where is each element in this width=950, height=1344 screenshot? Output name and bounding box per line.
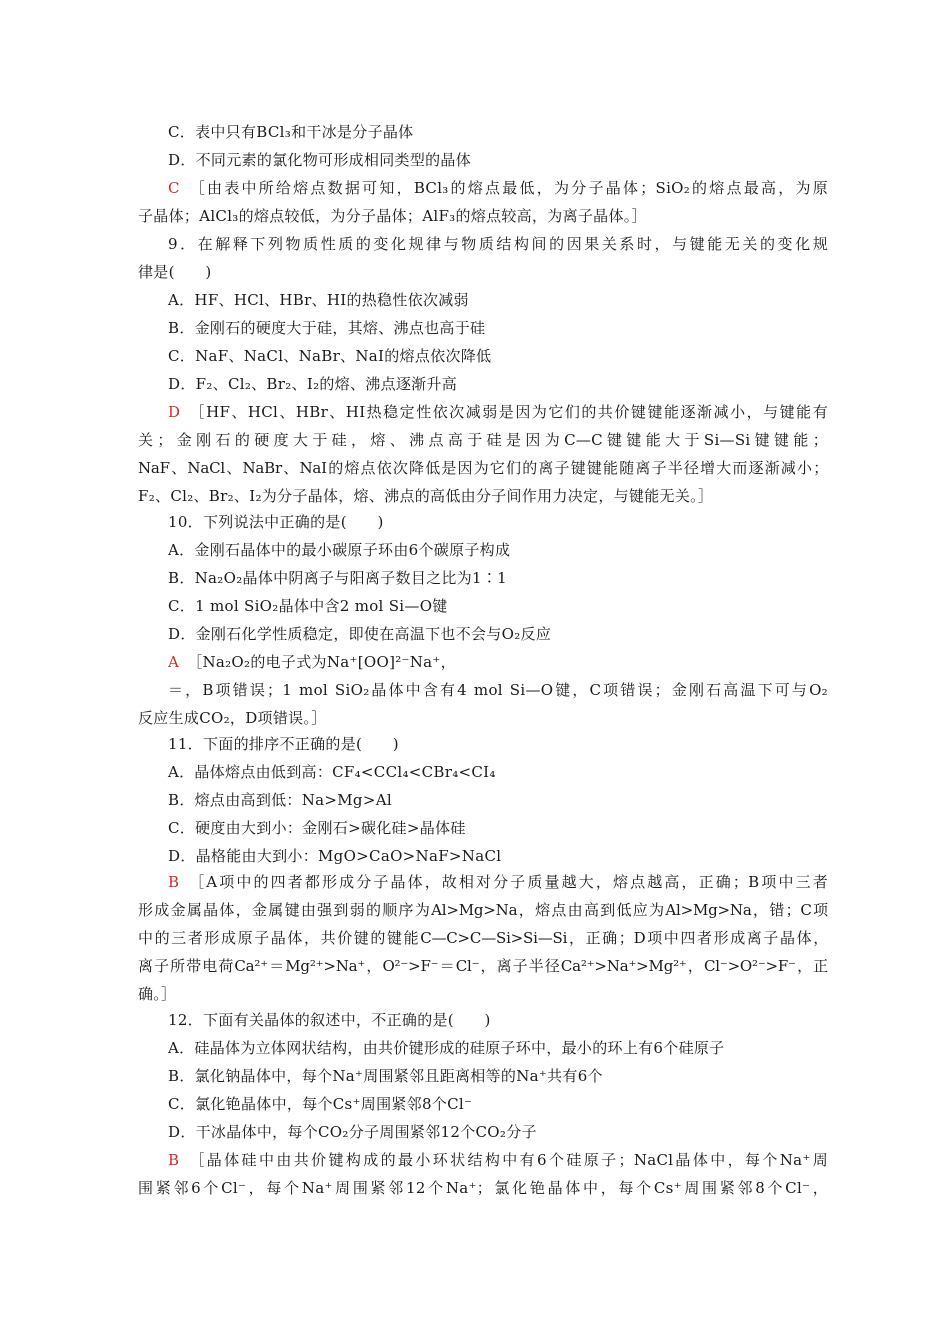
q11-explanation-line-4: 离子所带电荷Ca²⁺＝Mg²⁺>Na⁺，O²⁻>F⁻＝Cl⁻，离子半径Ca²⁺>Na⁺>Mg²⁺，Cl⁻>O²⁻>F⁻，正	[138, 957, 828, 975]
q12-stem: 12．下面有关晶体的叙述中，不正确的是( )	[168, 1011, 491, 1029]
q9-stem-line-1: 9．在解释下列物质性质的变化规律与物质结构间的因果关系时，与键能无关的变化规	[168, 235, 828, 253]
q9-stem-line-2: 律是( )	[138, 263, 212, 281]
q12-option-d: D．干冰晶体中，每个CO₂分子周围紧邻12个CO₂分子	[168, 1123, 537, 1141]
q9-answer: D	[168, 403, 181, 421]
q10-explanation-line-2: ＝，B项错误；1 mol SiO₂晶体中含有4 mol Si—O键，C项错误；金刚石高温下可与O₂	[168, 681, 828, 699]
q10-option-b: B．Na₂O₂晶体中阴离子与阳离子数目之比为1∶1	[168, 569, 508, 587]
q11-explanation-line-5: 确。］	[138, 985, 177, 1003]
q11-option-c: C．硬度由大到小：金刚石>碳化硅>晶体硅	[168, 819, 466, 837]
q8-explanation-line-2: 子晶体；AlCl₃的熔点较低，为分子晶体；AlF₃的熔点较高，为离子晶体。］	[138, 207, 647, 225]
q9-option-c: C．NaF、NaCl、NaBr、NaI的熔点依次降低	[168, 347, 492, 365]
q11-option-a: A．晶体熔点由低到高：CF₄<CCl₄<CBr₄<CI₄	[168, 763, 496, 781]
q10-option-d: D．金刚石化学性质稳定，即使在高温下也不会与O₂反应	[168, 625, 552, 643]
q12-option-b: B．氯化钠晶体中，每个Na⁺周围紧邻且距离相等的Na⁺共有6个	[168, 1067, 603, 1085]
q10-answer: A	[168, 653, 180, 671]
q11-answer: B	[168, 873, 180, 891]
q11-explanation-line-3: 中的三者形成原子晶体，共价键的键能C—C>C—Si>Si—Si，正确；D项中四者形成离子晶体，	[138, 929, 828, 947]
q11-option-b: B．熔点由高到低：Na>Mg>Al	[168, 791, 392, 809]
q12-explanation-line-2: 围紧邻6个Cl⁻，每个Na⁺周围紧邻12个Na⁺；氯化铯晶体中，每个Cs⁺周围紧邻8个Cl⁻，	[138, 1179, 828, 1197]
q9-option-b: B．金刚石的硬度大于硅，其熔、沸点也高于硅	[168, 319, 486, 337]
q8-option-c: C．表中只有BCl₃和干冰是分子晶体	[168, 123, 414, 141]
q12-answer: B	[168, 1151, 180, 1169]
q9-explanation-line-3: NaF、NaCl、NaBr、NaI的熔点依次降低是因为它们的离子键键能随离子半径增大而逐渐减小；	[138, 459, 828, 477]
q12-option-a: A．硅晶体为立体网状结构，由共价键形成的硅原子环中，最小的环上有6个硅原子	[168, 1039, 725, 1057]
q8-answer: C	[168, 179, 180, 197]
q12-explanation-line-1: B ［晶体硅中由共价键构成的最小环状结构中有6个硅原子；NaCl晶体中，每个Na⁺周	[168, 1151, 828, 1169]
q9-explanation-line-4: F₂、Cl₂、Br₂、I₂为分子晶体，熔、沸点的高低由分子间作用力决定，与键能无关。］	[138, 487, 714, 505]
q10-explanation-line-3: 反应生成CO₂，D项错误。］	[138, 709, 327, 727]
q10-option-a: A．金刚石晶体中的最小碳原子环由6个碳原子构成	[168, 541, 511, 559]
q8-option-d: D．不同元素的氯化物可形成相同类型的晶体	[168, 151, 472, 169]
q11-option-d: D．晶格能由大到小：MgO>CaO>NaF>NaCl	[168, 847, 502, 865]
q10-stem: 10．下列说法中正确的是( )	[168, 513, 384, 531]
q8-explanation-line-1: C ［由表中所给熔点数据可知，BCl₃的熔点最低，为分子晶体；SiO₂的熔点最高，为原	[168, 179, 828, 197]
q9-option-a: A．HF、HCl、HBr、HI的热稳性依次减弱	[168, 291, 469, 309]
q9-option-d: D．F₂、Cl₂、Br₂、I₂的熔、沸点逐渐升高	[168, 375, 458, 393]
q9-explanation-line-2: 关；金刚石的硬度大于硅，熔、沸点高于硅是因为C—C键键能大于Si—Si键键能；	[138, 431, 828, 449]
q11-explanation-line-2: 形成金属晶体，金属键由强到弱的顺序为Al>Mg>Na，熔点由高到低应为Al>Mg>Na，错；C项	[138, 901, 828, 919]
q12-option-c: C．氯化铯晶体中，每个Cs⁺周围紧邻8个Cl⁻	[168, 1095, 473, 1113]
q9-explanation-line-1: D ［HF、HCl、HBr、HI热稳定性依次减弱是因为它们的共价键键能逐渐减小，与键能有	[168, 403, 828, 421]
q10-option-c: C．1 mol SiO₂晶体中含2 mol Si—O键	[168, 597, 448, 615]
q10-explanation-line-1: A ［Na₂O₂的电子式为Na⁺[OO]²⁻Na⁺，	[168, 653, 456, 671]
q11-explanation-line-1: B ［A项中的四者都形成分子晶体，故相对分子质量越大，熔点越高，正确；B项中三者	[168, 873, 828, 891]
q11-stem: 11．下面的排序不正确的是( )	[168, 735, 399, 753]
